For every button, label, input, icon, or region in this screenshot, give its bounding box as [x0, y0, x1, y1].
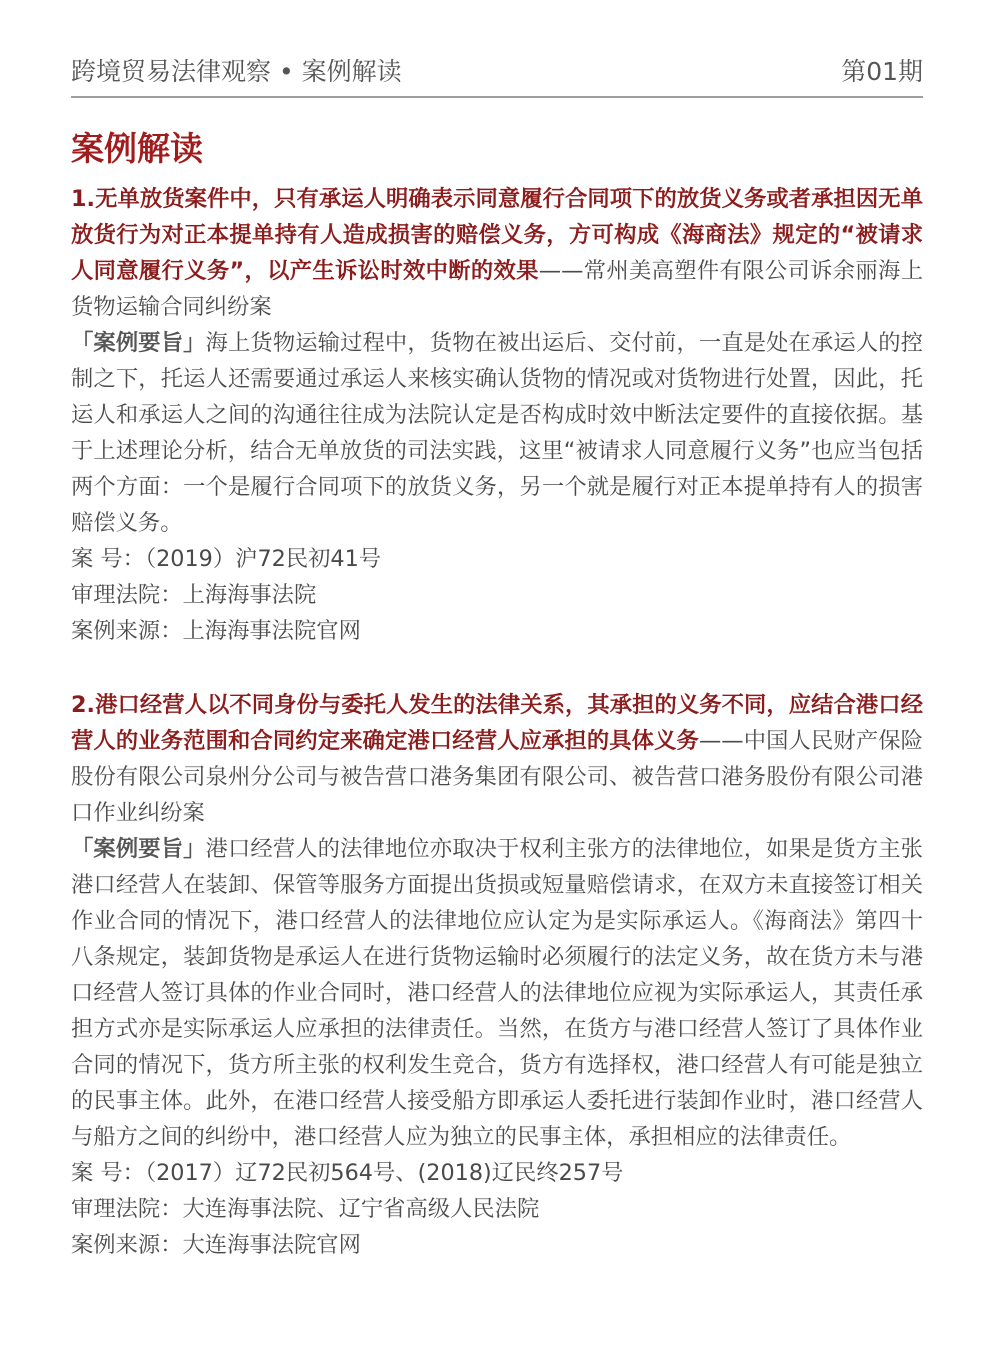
case-source: 案例来源：大连海事法院官网: [71, 1232, 361, 1258]
section-title: 案例解读: [71, 129, 203, 168]
case-parties: ——常州美高塑件有限公司诉余丽海上货物运输合同纠纷案: [71, 258, 923, 320]
trial-court: 审理法院：上海海事法院: [71, 582, 317, 608]
issue-number: 第01期: [841, 57, 923, 86]
summary-text: 海上货物运输过程中，货物在被出运后、交付前，一直是处在承运人的控制之下，托运人还需要通过承运人来核实确认货物的情况或对货物进行处置，因此，托运人和承运人之间的沟通往往成为法院认定是否构成时效中断法定要件的直接依据。基于上述理论分析，结合无单放货的司法实践，这里“被请求人同意履行义务”也应当包括两个方面：一个是履行合同项下的放货义务，另一个就是履行对正本提单持有人的损害赔偿义务。: [71, 330, 923, 536]
page-header: [71, 0, 923, 98]
summary-label: 「案例要旨」: [71, 836, 206, 862]
case-number: 案 号：（2017）辽72民初564号、(2018)辽民终257号: [71, 1160, 624, 1186]
case-title: [71, 687, 923, 831]
case-holding: 2.港口经营人以不同身份与委托人发生的法律关系，其承担的义务不同，应结合港口经营人的业务范围和合同约定来确定港口经营人应承担的具体义务: [71, 692, 923, 754]
case-item: [71, 687, 923, 1263]
case-parties: ——中国人民财产保险股份有限公司泉州分公司与被告营口港务集团有限公司、被告营口港务股份有限公司港口作业纠纷案: [71, 728, 923, 826]
summary-text: 港口经营人的法律地位亦取决于权利主张方的法律地位，如果是货方主张港口经营人在装卸、保管等服务方面提出货损或短量赔偿请求，在双方未直接签订相关作业合同的情况下，港口经营人的法律地位应认定为是实际承运人。《海商法》第四十八条规定，装卸货物是承运人在进行货物运输时必须履行的法定义务，故在货方未与港口经营人签订具体的作业合同时，港口经营人的法律地位应视为实际承运人，其责任承担方式亦是实际承运人应承担的法律责任。当然，在货方与港口经营人签订了具体作业合同的情况下，货方所主张的权利发生竞合，货方有选择权，港口经营人有可能是独立的民事主体。此外，在港口经营人接受船方即承运人委托进行装卸作业时，港口经营人与船方之间的纠纷中，港口经营人应为独立的民事主体，承担相应的法律责任。: [71, 836, 923, 1150]
case-holding: 1.无单放货案件中，只有承运人明确表示同意履行合同项下的放货义务或者承担因无单放货行为对正本提单持有人造成损害的赔偿义务，方可构成《海商法》规定的“被请求人同意履行义务”，以产生诉讼时效中断的效果: [71, 186, 923, 284]
case-number: 案 号：（2019）沪72民初41号: [71, 546, 382, 572]
publication-title: 跨境贸易法律观察 • 案例解读: [71, 57, 402, 86]
document-page: [71, 0, 923, 1263]
summary-label: 「案例要旨」: [71, 330, 206, 356]
case-source: 案例来源：上海海事法院官网: [71, 618, 361, 644]
case-summary: [71, 831, 923, 1155]
case-title: [71, 181, 923, 325]
case-item: [71, 181, 923, 649]
case-summary: [71, 325, 923, 541]
trial-court: 审理法院：大连海事法院、辽宁省高级人民法院: [71, 1196, 540, 1222]
